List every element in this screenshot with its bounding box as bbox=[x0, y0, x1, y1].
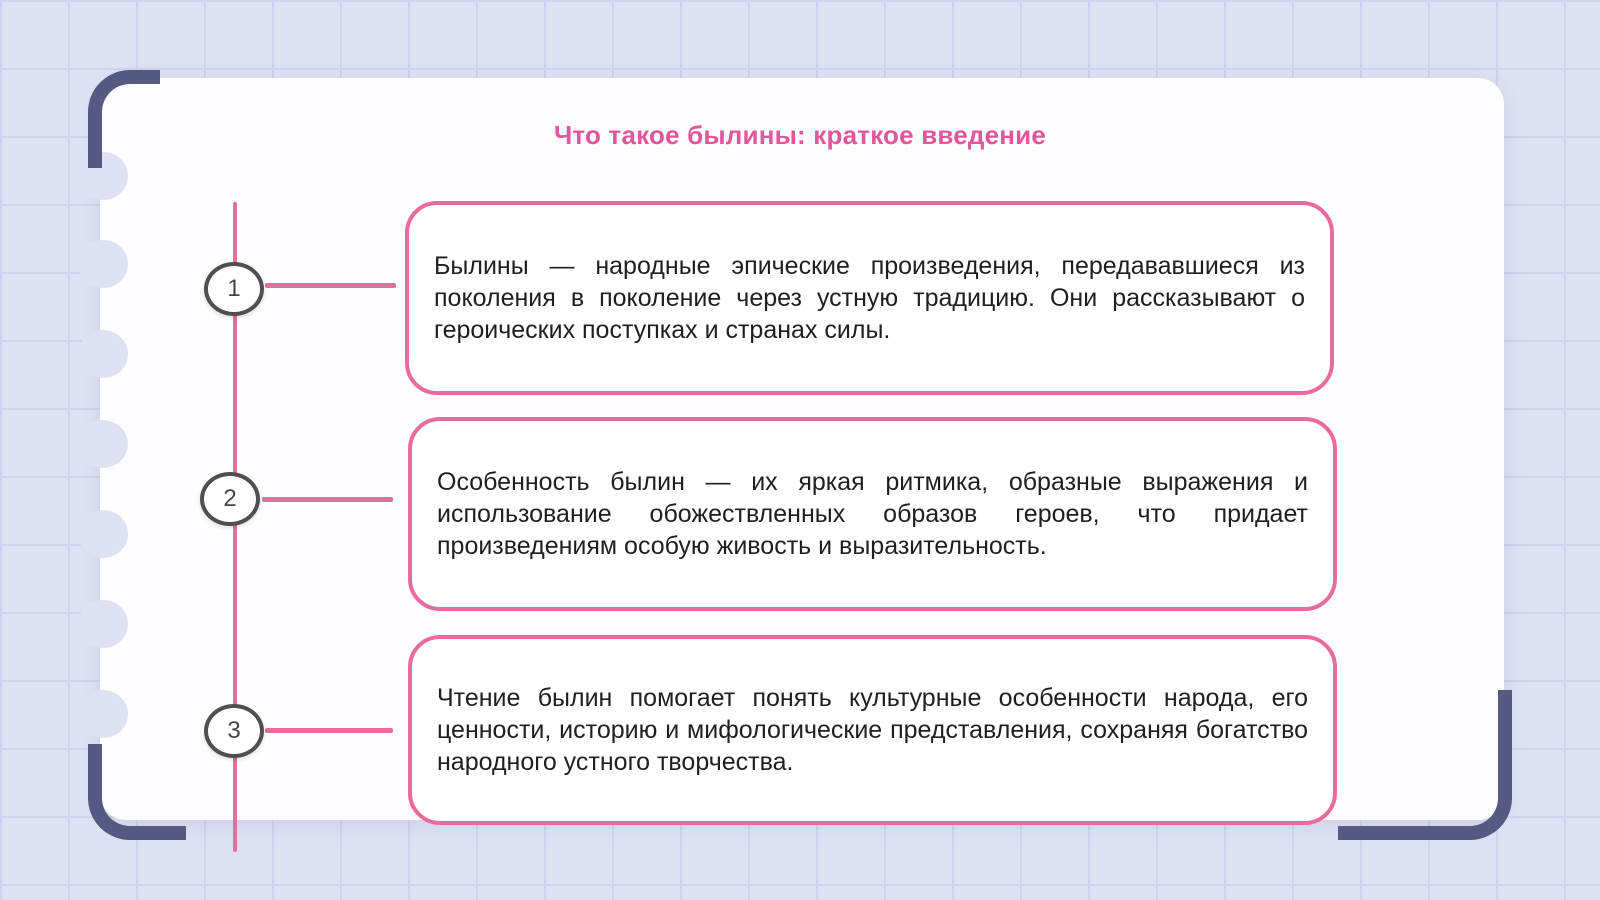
scallop-edge bbox=[78, 600, 128, 648]
frame-corner-bottom-left bbox=[88, 744, 186, 840]
scallop-edge bbox=[78, 690, 128, 738]
step-number-1: 1 bbox=[204, 262, 264, 316]
info-card-text: Чтение былин помогает понять культурные особенности народа, его ценности, историю и мифологические представления, сохраняя богатство народного устного творчества. bbox=[437, 684, 1308, 776]
info-card-1 bbox=[405, 201, 1334, 395]
step-number-2: 2 bbox=[200, 472, 260, 526]
timeline-connector-1 bbox=[265, 283, 396, 288]
timeline-connector-2 bbox=[262, 497, 393, 502]
info-card-3 bbox=[408, 635, 1337, 825]
timeline-connector-3 bbox=[265, 728, 393, 733]
frame-corner-bottom-right bbox=[1338, 690, 1512, 840]
step-number-3: 3 bbox=[204, 704, 264, 758]
info-card-text: Былины — народные эпические произведения, передававшиеся из поколения в поколение через устную традицию. Они рассказывают о героических поступках и странах силы. bbox=[434, 252, 1305, 344]
scallop-edge bbox=[78, 510, 128, 558]
frame-corner-top-left bbox=[88, 70, 160, 168]
scallop-edge bbox=[78, 420, 128, 468]
info-card-2 bbox=[408, 417, 1337, 611]
info-card-text: Особенность былин — их яркая ритмика, образные выражения и использование обожествленных образов героев, что придает произведениям особую живость и выразительность. bbox=[437, 468, 1308, 560]
page-title: Что такое былины: краткое введение bbox=[553, 120, 1047, 150]
scallop-edge bbox=[78, 330, 128, 378]
scallop-edge bbox=[78, 240, 128, 288]
